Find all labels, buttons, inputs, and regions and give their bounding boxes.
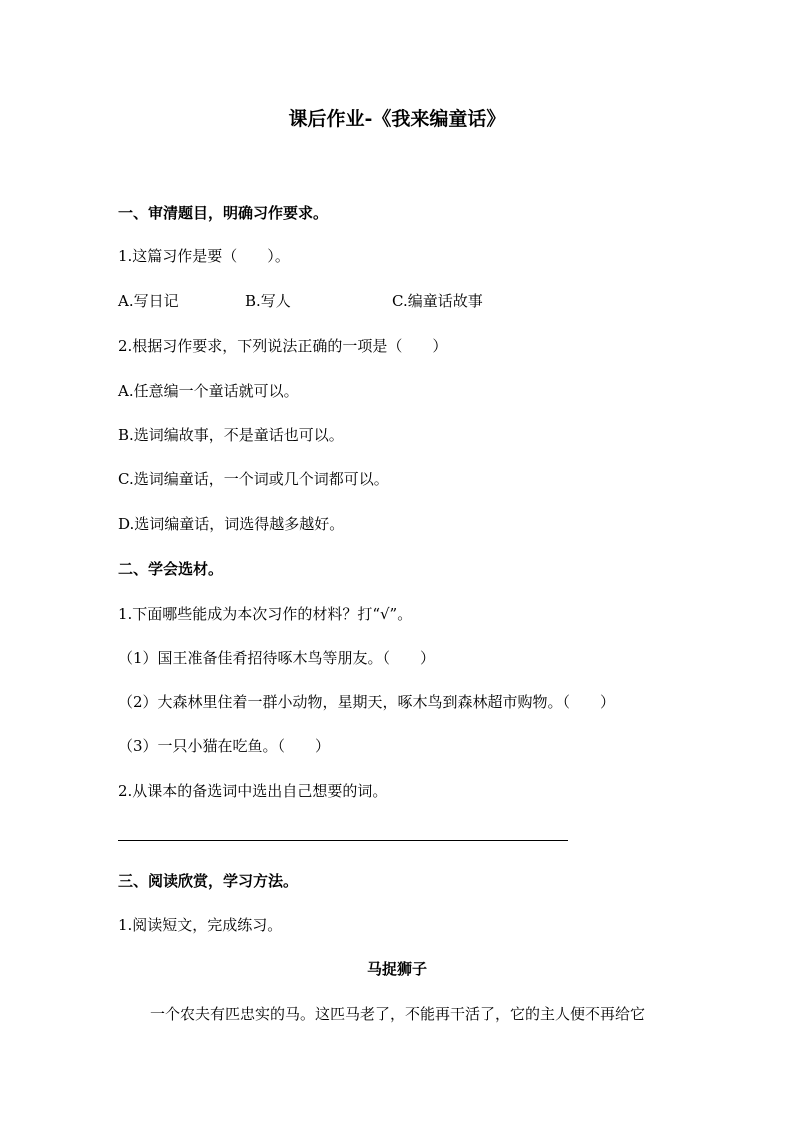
option-a: A.写日记 — [118, 292, 179, 310]
q2-option-b: B.选词编故事，不是童话也可以。 — [118, 426, 344, 444]
passage-title: 马捉狮子 — [366, 960, 427, 978]
material-item-2: （2）大森林里住着一群小动物，星期天，啄木鸟到森林超市购物。（ ） — [118, 693, 616, 711]
q2-option-d: D.选词编童话，词选得越多越好。 — [118, 515, 345, 533]
option-b: B.写人 — [245, 292, 291, 310]
question-1-1: 1.这篇习作是要（ ）。 — [118, 247, 290, 265]
material-item-3: （3）一只小猫在吃鱼。（ ） — [118, 737, 331, 755]
question-2-2: 2.从课本的备选词中选出自己想要的词。 — [118, 782, 388, 800]
answer-line — [118, 840, 568, 841]
question-3-1: 1.阅读短文，完成练习。 — [118, 916, 283, 934]
material-item-1: （1）国王准备佳肴招待啄木鸟等朋友。（ ） — [118, 649, 436, 667]
question-2-1: 1.下面哪些能成为本次习作的材料？打“√”。 — [118, 605, 413, 623]
section-2-heading: 二、学会选材。 — [118, 560, 224, 578]
passage-text: 一个农夫有匹忠实的马。这匹马老了，不能再干活了，它的主人便不再给它 — [150, 1005, 646, 1023]
question-1-2: 2.根据习作要求，下列说法正确的一项是（ ） — [118, 337, 448, 355]
option-c: C.编童话故事 — [392, 292, 483, 310]
page-title: 课后作业-《我来编童话》 — [288, 108, 506, 130]
section-1-heading: 一、审清题目，明确习作要求。 — [118, 204, 329, 222]
q2-option-a: A.任意编一个童话就可以。 — [118, 382, 299, 400]
q2-option-c: C.选词编童话，一个词或几个词都可以。 — [118, 470, 389, 488]
section-3-heading: 三、阅读欣赏，学习方法。 — [118, 872, 299, 890]
